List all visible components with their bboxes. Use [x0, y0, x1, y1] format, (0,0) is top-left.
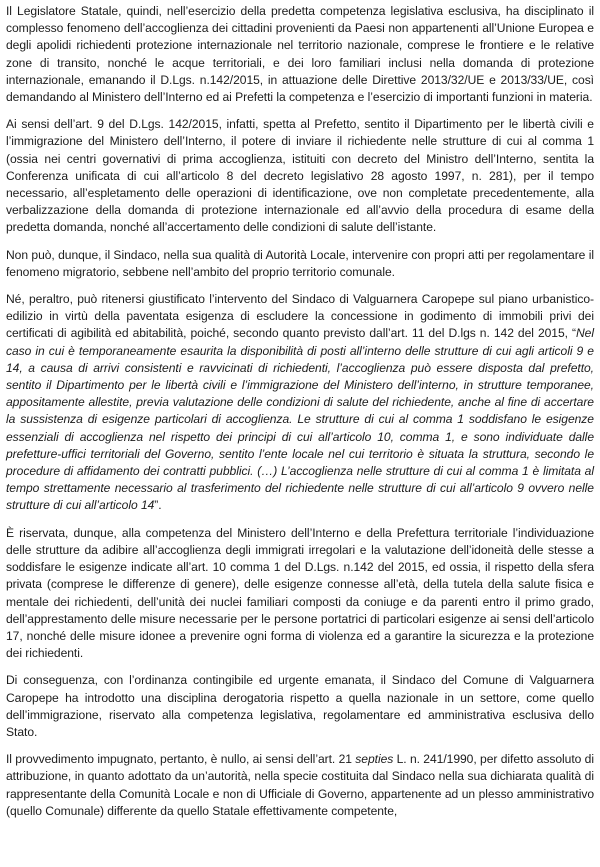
- paragraph-text: Né, peraltro, può ritenersi giustificato l’intervento del Sindaco di Valguarnera Caropepe sul piano urbanistico-edilizio in virtù della paventata esigenza di escludere la concessione in godimento di immobili privi dei certificati di agibilità ed abitabilità, poiché, secondo quanto previsto dall’art. 11 del D.lgs n. 142 del 2015, “: [6, 292, 594, 341]
- italic-term: septies: [355, 752, 394, 767]
- paragraph-text: L. n. 241/1990, per difetto assoluto di attribuzione, in quanto adottato da un’autorità, nella specie costituita dal Sindaco nella sua dichiarata qualità di rappresentante della Comunità Locale e non di Ufficiale di Governo, appartenente ad un plesso amministrativo (quello Comunale) differente da quello Statale effettivamente competente,: [6, 752, 594, 818]
- paragraph-3: [6, 247, 594, 281]
- paragraph-text: Di conseguenza, con l’ordinanza contingibile ed urgente emanata, il Sindaco del Comune di Valguarnera Caropepe ha introdotto una disciplina derogatoria rispetto a quella nazionale in un settore, come quello dell’immigrazione, riservato alla competenza legislativa, regolamentare ed amministrativa esclusiva dello Stato.: [6, 673, 594, 739]
- paragraph-text: È riservata, dunque, alla competenza del Ministero dell’Interno e della Prefettura territoriale l’individuazione delle strutture da adibire all’accoglienza degli immigrati irregolari e la valutazione dell’idoneità delle stesse a soddisfare le esigenze indicate all’art. 10 comma 1 del D.Lgs. n.142 del 2015, ed ossia, il rispetto della sfera privata (comprese le differenze di genere), delle esigenze connesse all’età, della tutela della salute fisica e mentale dei richiedenti, dell’unità dei nuclei familiari composti da coniuge e da parenti entro il primo grado, dell’apprestamento delle misure necessarie per le persone portatrici di particolari esigenze ai sensi dell’articolo 17, nonché delle misure idonee a prevenire ogni forma di violenza ed a garantire la sicurezza e la protezione dei richiedenti.: [6, 525, 594, 661]
- paragraph-text: Il provvedimento impugnato, pertanto, è nullo, ai sensi dell’art. 21: [6, 752, 356, 767]
- paragraph-2: [6, 116, 594, 236]
- quoted-law-text: Nel caso in cui è temporaneamente esaurita la disponibilità di posti all’interno delle strutture di cui agli articoli 9 e 14, a causa di arrivi consistenti e ravvicinati di richiedenti, l’accoglienza può essere disposta dal prefetto, sentito il Dipartimento per le libertà civili e l’immigrazione del Ministero dell’interno, in strutture temporanee, appositamente allestite, previa valutazione delle condizioni di salute del richiedente, anche al fine di accertare la sussistenza di esigenze particolari di accoglienza. Le strutture di cui al comma 1 soddisfano le esigenze essenziali di accoglienza nel rispetto dei principi di cui all’articolo 10, comma 1, e sono individuate dalle prefetture-uffici territoriali del Governo, sentito l’ente locale nel cui territorio è situata la struttura, secondo le procedure di affidamento dei contratti pubblici. (…) L’accoglienza nelle strutture di cui al comma 1 è limitata al tempo strettamente necessario al trasferimento del richiedente nelle strutture di cui all’articolo 9 ovvero nelle strutture di cui all’articolo 14: [6, 326, 594, 513]
- paragraph-7: [6, 751, 594, 820]
- paragraph-6: [6, 672, 594, 741]
- paragraph-text: Ai sensi dell’art. 9 del D.Lgs. 142/2015, infatti, spetta al Prefetto, sentito il Dipartimento per le libertà civili e l’immigrazione del Ministero dell’Interno, il potere di inviare il richiedente nelle strutture di cui al comma 1 (ossia nei centri governativi di prima accoglienza, istituiti con decreto del Ministro dell’Interno, sentita la Conferenza unificata di cui all’articolo 8 del decreto legislativo 28 agosto 1997, n. 281), per il tempo necessario, all’espletamento delle operazioni di identificazione, ove non completate precedentemente, alla verbalizzazione della domanda di protezione internazionale ed all’avvio della procedura di esame della predetta domanda, nonché all’accertamento delle condizioni di salute dell’istante.: [6, 117, 594, 235]
- paragraph-text: Non può, dunque, il Sindaco, nella sua qualità di Autorità Locale, intervenire con propri atti per regolamentare il fenomeno migratorio, sebbene nell’ambito del proprio territorio comunale.: [6, 247, 594, 279]
- paragraph-5: [6, 525, 594, 663]
- paragraph-text: Il Legislatore Statale, quindi, nell’esercizio della predetta competenza legislativa esclusiva, ha disciplinato il complesso fenomeno dell’accoglienza dei cittadini provenienti da Paesi non appartenenti all’Unione Europea e degli apolidi richiedenti protezione internazionale nel territorio nazionale, comprese le frontiere e le relative zone di transito, nonché le acque territoriali, e dei loro familiari inclusi nella domanda di protezione internazionale, emanando il D.Lgs. n.142/2015, in attuazione delle Direttive 2013/32/UE e 2013/33/UE, così demandando al Ministero dell’Interno ed ai Prefetti la competenza e l’esercizio di importanti funzioni in materia.: [6, 4, 594, 105]
- paragraph-text: ”.: [154, 498, 162, 513]
- paragraph-1: [6, 3, 594, 106]
- paragraph-4: [6, 291, 594, 515]
